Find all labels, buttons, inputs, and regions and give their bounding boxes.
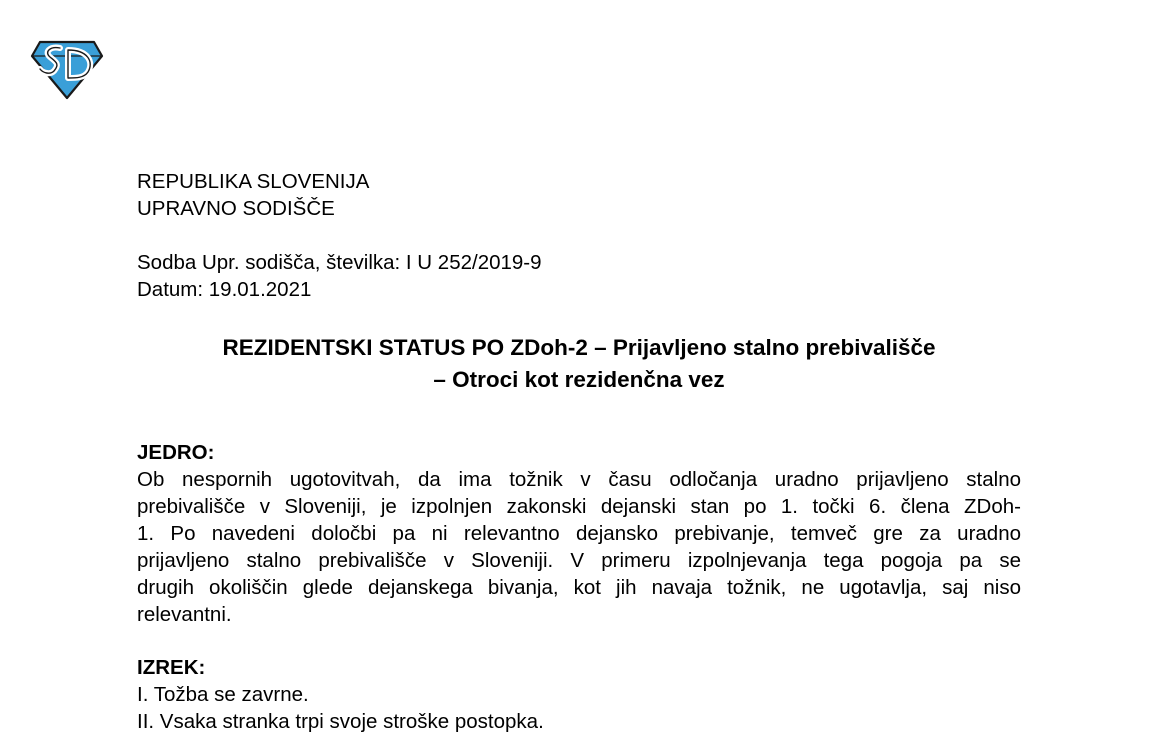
jedro-line: Ob nespornih ugotovitvah, da ima tožnik v času odločanja uradno prijavljeno stalno: [137, 468, 1021, 491]
jedro-paragraph: [137, 466, 1021, 628]
izrek-item-2: II. Vsaka stranka trpi svoje stroške postopka.: [137, 710, 544, 733]
title-line-2: – Otroci kot rezidenčna vez: [433, 367, 725, 392]
izrek-label: IZREK:: [137, 656, 206, 679]
izrek-item-1: I. Tožba se zavrne.: [137, 683, 309, 706]
jedro-line: prebivališče v Sloveniji, je izpolnjen zakonski dejanski stan po 1. točki 6. člena ZDoh-: [137, 495, 1021, 518]
country-name: REPUBLIKA SLOVENIJA: [137, 170, 370, 193]
document-title: [137, 332, 1021, 396]
jedro-line: drugih okoliščin glede dejanskega bivanja, kot jih navaja tožnik, ne ugotavlja, saj niso: [137, 576, 1021, 599]
document-body: [137, 168, 1021, 735]
jedro-line: 1. Po navedeni določbi pa ni relevantno dejansko prebivanje, temveč gre za uradno: [137, 522, 1021, 545]
jedro-line: prijavljeno stalno prebivališče v Sloveniji. V primeru izpolnjevanja tega pogoja pa se: [137, 549, 1021, 572]
judgment-date: Datum: 19.01.2021: [137, 278, 312, 301]
court-name: UPRAVNO SODIŠČE: [137, 197, 335, 220]
jedro-label: JEDRO:: [137, 441, 215, 464]
court-logo-icon: [30, 40, 104, 100]
judgment-number: Sodba Upr. sodišča, številka: I U 252/2019-9: [137, 251, 542, 274]
jedro-line: relevantni.: [137, 603, 232, 626]
title-line-1: REZIDENTSKI STATUS PO ZDoh-2 – Prijavljeno stalno prebivališče: [222, 335, 936, 360]
